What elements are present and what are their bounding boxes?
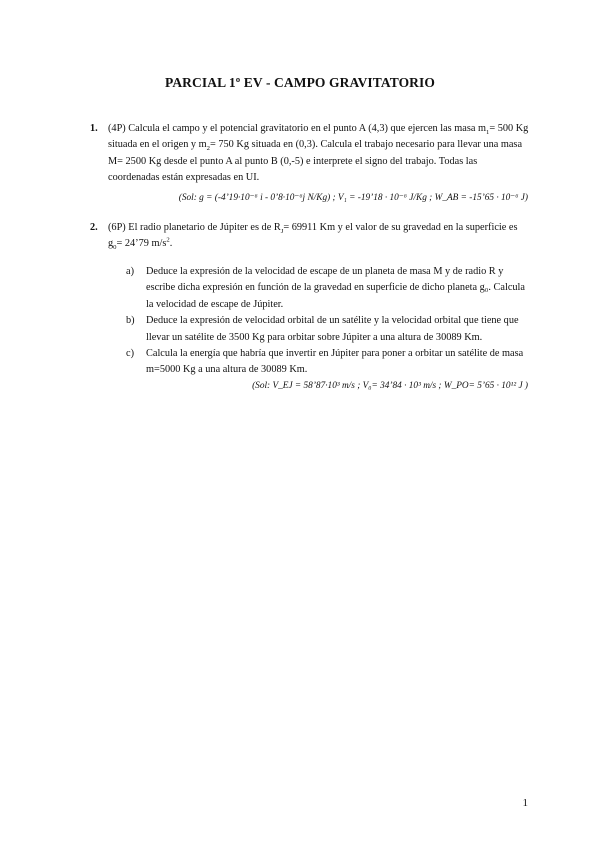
subscript: 1 [486, 129, 490, 137]
sub-letter: b) [126, 315, 135, 327]
sub-letter: a) [126, 266, 134, 277]
question-text [108, 220, 530, 253]
sub-letter: c) [126, 348, 134, 360]
question-number: 1. [90, 123, 98, 134]
question-2 [90, 220, 530, 253]
subscript: 0 [113, 244, 117, 252]
sub-questions [126, 264, 530, 379]
text-run: = 24’79 m/s [116, 238, 167, 250]
sub-question-a [126, 264, 530, 313]
sub-text: Deduce la expresión de velocidad orbital de un satélite y la velocidad orbital que tiene que llevar un satélite de 3500 Kg para orbitar sobre Júpiter a una altura de 30089 Km. [146, 315, 519, 343]
text-run: = 500 Kg situada en el origen y m [108, 123, 529, 151]
sub-text: Deduce la expresión de la velocidad de escape de un planeta de masa M y de radio R y escribe dicha expresión en función de la gravedad en superficie de dicho planeta g₀. Calcula la velocidad de escape de Júpiter. [146, 266, 525, 310]
subscript: J [280, 228, 284, 236]
question-text [108, 121, 530, 187]
solution-1: (Sol: g = (-4’19·10⁻⁶ i - 0’8·10⁻⁶j N/Kg) ; V₁ = -19’18 · 10⁻⁶ J/Kg ; W_AB = -15’65 · 10⁻⁶ J) [178, 193, 528, 203]
text-run: Calcula el campo y el potencial gravitatorio en el punto A (4,3) que ejercen las masa m [125, 123, 486, 134]
text-run: . [169, 238, 173, 250]
page-title: PARCIAL 1º EV - CAMPO GRAVITATORIO [164, 75, 435, 90]
text-run: El radio planetario de Júpiter es de R [125, 222, 281, 233]
sub-question-c [126, 346, 530, 379]
text-run: = 750 Kg situada en (0,3). Calcula el trabajo necesario para llevar una masa M= 2500 Kg desde el punto A al punto B (0,-5) e interprete el signo del trabajo. Todas las coordenadas están expresadas en UI. [108, 139, 523, 184]
question-number: 2. [90, 222, 98, 233]
solution-2: (Sol: V_EJ = 58’87·10³ m/s ; V₀= 34’84 · 10³ m/s ; W_PO= 5’65 · 10¹² J ) [252, 381, 528, 391]
text-run: = 69911 Km y el valor de su gravedad en la superficie es g [108, 222, 518, 250]
superscript: 2 [166, 236, 170, 244]
question-1 [90, 121, 530, 187]
page-number: 1 [522, 797, 528, 809]
sub-text: Calcula la energía que habría que invertir en Júpiter para poner a orbitar un satélite de masa m=5000 Kg a una altura de 30089 Km. [146, 348, 524, 376]
points-label: (6P) [108, 222, 126, 233]
points-label: (4P) [108, 123, 126, 134]
subscript: 2 [206, 145, 210, 153]
sub-question-b [126, 313, 530, 346]
